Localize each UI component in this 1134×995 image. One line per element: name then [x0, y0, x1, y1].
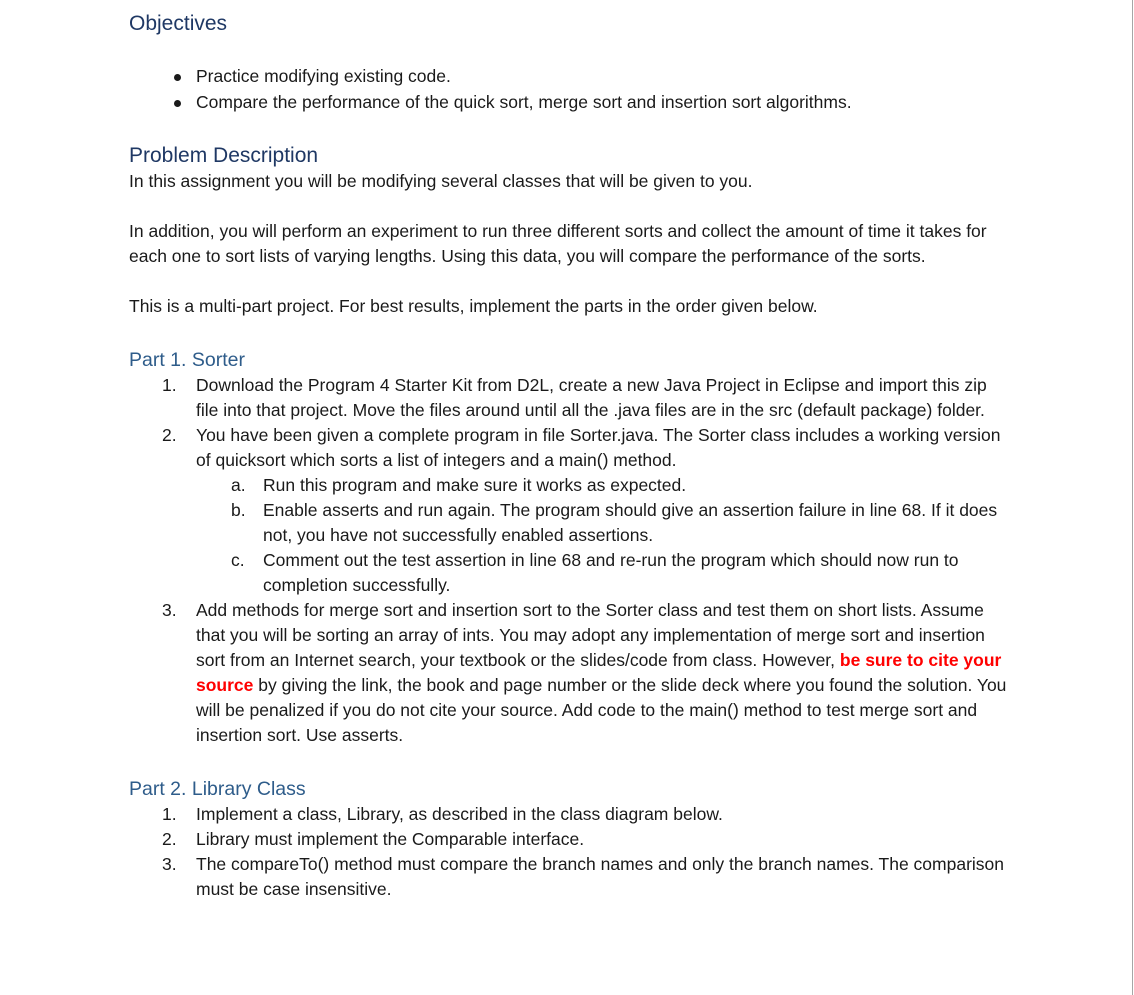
- problem-paragraph-2: In addition, you will perform an experiment to run three different sorts and collect the amount of time it takes for each one to sort lists of varying lengths. Using this data, you will compare the performance of the sorts.: [129, 221, 987, 266]
- list-item: a. Run this program and make sure it works as expected.: [231, 475, 687, 495]
- page-right-edge: [1132, 0, 1133, 995]
- objectives-heading: Objectives: [129, 12, 228, 35]
- list-item: 3. Add methods for merge sort and insertion sort to the Sorter class and test them on short lists. Assume that you will be sorting an array of ints. You may adopt any implementation of merge sort and insertion sort from an Internet search, your textbook or the slides/code from class. However, be sure to cite your source by giving the link, the book and page number or the slide deck where you found the solution. You will be penalized if you do not cite your source. Add code to the main() method to test merge sort and insertion sort. Use asserts.: [162, 600, 1007, 745]
- problem-paragraph-3: This is a multi-part project. For best results, implement the parts in the order given below.: [129, 296, 818, 316]
- bullet-icon: [174, 74, 181, 81]
- list-item: b. Enable asserts and run again. The program should give an assertion failure in line 68. If it does not, you have not successfully enabled assertions.: [231, 500, 998, 545]
- list-item: 3. The compareTo() method must compare the branch names and only the branch names. The comparison must be case insensitive.: [162, 854, 1005, 899]
- list-item: Practice modifying existing code.: [129, 64, 1009, 89]
- part2-heading: Part 2. Library Class: [129, 778, 306, 800]
- part1-heading: Part 1. Sorter: [129, 349, 245, 371]
- list-item: Compare the performance of the quick sort, merge sort and insertion sort algorithms.: [129, 90, 1009, 115]
- list-item: 2. Library must implement the Comparable interface.: [162, 829, 585, 849]
- problem-heading: Problem Description: [129, 144, 319, 167]
- part1-sublist: [196, 473, 1009, 598]
- list-item: 1. Download the Program 4 Starter Kit from D2L, create a new Java Project in Eclipse and import this zip file into that project. Move the files around until all the .java files are in the src (default package) folder.: [162, 375, 987, 420]
- list-item: c. Comment out the test assertion in line 68 and re-run the program which should now run to completion successfully.: [231, 550, 959, 595]
- document-page: [129, 0, 1009, 902]
- bullet-icon: [174, 100, 181, 107]
- part2-list: [129, 802, 1009, 902]
- cite-source-emphasis: be sure to cite your source: [196, 650, 1002, 695]
- list-item: 2. You have been given a complete program in file Sorter.java. The Sorter class includes a working version of quicksort which sorts a list of integers and a main() method. a. Run this program and make sure it works as expected. b. Enable asserts and run again. The program should give an assertion failure in line 68. If it does not, you have not successfully enabled assertions. c. Comment out the test assertion in line 68 and re-run the program which should now run to completion successfully.: [129, 423, 1009, 598]
- list-item: 1. Implement a class, Library, as described in the class diagram below.: [162, 804, 723, 824]
- objectives-list: [129, 64, 1009, 115]
- problem-paragraph-1: In this assignment you will be modifying several classes that will be given to you.: [129, 171, 753, 191]
- part1-list: [129, 373, 1009, 748]
